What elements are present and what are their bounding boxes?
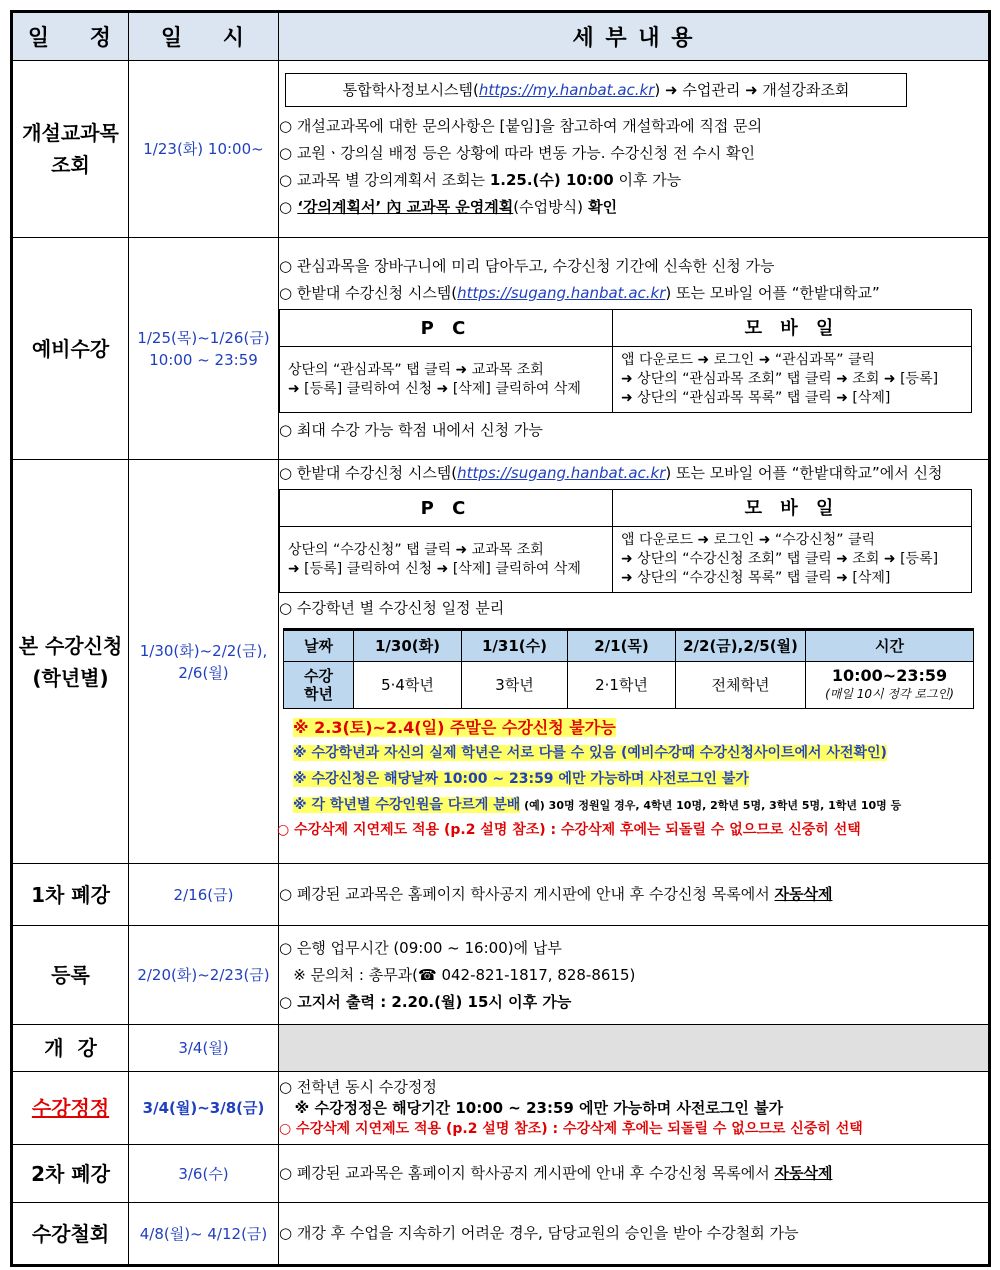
detail-line: ○ 최대 수강 가능 학점 내에서 신청 가능 bbox=[279, 421, 543, 439]
row-details bbox=[279, 1072, 990, 1145]
row-label: 개 강 bbox=[12, 1025, 129, 1072]
header-details: 세 부 내 용 bbox=[279, 12, 990, 61]
pc-header: P C bbox=[280, 490, 613, 527]
path-text: 통합학사정보시스템( bbox=[342, 81, 479, 99]
note-line bbox=[293, 766, 988, 792]
time-value: 10:00~23:59 bbox=[831, 666, 948, 685]
grade-row-label: 수강 학년 bbox=[284, 662, 354, 709]
text: ○ 한밭대 수강신청 시스템( bbox=[279, 284, 458, 302]
pc-mobile-table bbox=[279, 489, 972, 593]
pc-steps bbox=[280, 527, 613, 593]
text: ※ 2.3(토)~2.4(일) 주말은 수강신청 불가능 bbox=[293, 718, 616, 737]
text: ) 또는 모바일 어플 “한밭대학교”에서 신청 bbox=[665, 464, 943, 482]
step-line: 상단의 “관심과목” 탭 클릭 ➜ 교과목 조회 bbox=[288, 361, 544, 378]
detail-line: ○ 고지서 출력 : 2.20.(월) 15시 이후 가능 bbox=[279, 992, 572, 1011]
step-line: ➜ 상단의 “관심과목 조회” 탭 클릭 ➜ 조회 ➜ [등록] bbox=[621, 371, 939, 387]
text: ※ 각 학년별 수강인원을 다르게 분배 bbox=[293, 797, 521, 813]
notes bbox=[279, 715, 988, 818]
row-details bbox=[279, 1145, 990, 1203]
mobile-steps bbox=[613, 527, 972, 593]
grade-col-header: 1/31(수) bbox=[462, 630, 568, 662]
row-details-empty bbox=[279, 1025, 990, 1072]
grade-col-header: 날짜 bbox=[284, 630, 354, 662]
row-details bbox=[279, 864, 990, 926]
note-line bbox=[293, 740, 988, 766]
text: 자동삭제 bbox=[774, 885, 833, 903]
header-row bbox=[12, 12, 990, 61]
detail-line bbox=[279, 167, 988, 194]
detail-line: ○ 수강학년 별 수강신청 일정 분리 bbox=[279, 599, 505, 617]
row-details bbox=[279, 238, 990, 460]
text: 1.25.(수) 10:00 bbox=[489, 171, 614, 189]
grade-cell: 2·1학년 bbox=[568, 662, 676, 709]
mobile-header: 모 바 일 bbox=[613, 490, 972, 527]
label-line: 조회 bbox=[51, 153, 90, 177]
grade-col-header: 2/2(금),2/5(월) bbox=[676, 630, 806, 662]
row-date: 3/6(수) bbox=[129, 1145, 279, 1203]
grade-cell: 3학년 bbox=[462, 662, 568, 709]
label-line: (학년별) bbox=[32, 665, 109, 690]
time-cell bbox=[806, 662, 974, 709]
detail-line: ○ 전학년 동시 수강정정 bbox=[279, 1077, 437, 1096]
mobile-header: 모 바 일 bbox=[613, 310, 972, 347]
step-line: ➜ [등록] 클릭하여 신청 ➜ [삭제] 클릭하여 삭제 bbox=[288, 380, 581, 397]
grade-col-header: 2/1(목) bbox=[568, 630, 676, 662]
step-line: ➜ 상단의 “관심과목 목록” 탭 클릭 ➜ [삭제] bbox=[621, 390, 891, 406]
detail-line: ○ 개설교과목에 대한 문의사항은 [붙임]을 참고하여 개설학과에 직접 문의 bbox=[279, 117, 763, 135]
sugang-link[interactable]: https://sugang.hanbat.ac.kr bbox=[457, 284, 666, 302]
detail-line bbox=[279, 280, 988, 307]
text: 자동삭제 bbox=[774, 1164, 833, 1182]
row-date: 3/4(월) bbox=[129, 1025, 279, 1072]
sugang-link[interactable]: https://sugang.hanbat.ac.kr bbox=[457, 464, 666, 482]
row-details bbox=[279, 460, 990, 864]
step-line: 앱 다운로드 ➜ 로그인 ➜ “수강신청” 클릭 bbox=[621, 532, 876, 548]
note-line bbox=[293, 715, 988, 740]
row-semester-start bbox=[12, 1025, 990, 1072]
detail-line: ※ 수강정정은 해당기간 10:00 ~ 23:59 에만 가능하며 사전로그인 불가 bbox=[279, 1098, 784, 1117]
schedule-table bbox=[10, 10, 991, 1267]
row-label: 예비수강 bbox=[12, 238, 129, 460]
row-label: 2차 폐강 bbox=[12, 1145, 129, 1203]
label-line: 개설교과목 bbox=[22, 121, 119, 145]
pc-mobile-table bbox=[279, 309, 972, 413]
detail-line bbox=[279, 460, 988, 487]
grade-col-header: 시간 bbox=[806, 630, 974, 662]
row-details bbox=[279, 1203, 990, 1266]
date-line: 1/25(목)~1/26(금) bbox=[137, 328, 270, 347]
text: (수업방식) bbox=[513, 198, 583, 216]
text: ‘강의계획서’ 內 교과목 운영계획 bbox=[297, 198, 514, 216]
detail-line bbox=[279, 1160, 988, 1187]
detail-line bbox=[279, 194, 988, 221]
row-date: 3/4(월)~3/8(금) bbox=[129, 1072, 279, 1145]
header-datetime: 일 시 bbox=[129, 12, 279, 61]
step-line: ➜ [등록] 클릭하여 신청 ➜ [삭제] 클릭하여 삭제 bbox=[288, 560, 581, 577]
row-label: 1차 폐강 bbox=[12, 864, 129, 926]
row-date: 1/23(화) 10:00~ bbox=[129, 61, 279, 238]
detail-line bbox=[279, 881, 988, 908]
step-line: 상단의 “수강신청” 탭 클릭 ➜ 교과목 조회 bbox=[288, 541, 544, 558]
text: 확인 bbox=[582, 198, 618, 216]
date-line: 2/6(월) bbox=[178, 663, 229, 682]
text: ○ 폐강된 교과목은 홈페이지 학사공지 게시판에 안내 후 수강신청 목록에서 bbox=[279, 885, 775, 903]
detail-line: ○ 교원ㆍ강의실 배정 등은 상황에 따라 변동 가능. 수강신청 전 수시 확인 bbox=[279, 144, 756, 162]
step-line: ➜ 상단의 “수강신청 목록” 탭 클릭 ➜ [삭제] bbox=[621, 570, 891, 586]
row-date bbox=[129, 238, 279, 460]
text: ※ 수강신청은 해당날짜 10:00 ~ 23:59 에만 가능하며 사전로그인 불가 bbox=[293, 771, 749, 787]
mobile-steps bbox=[613, 347, 972, 413]
pc-steps bbox=[280, 347, 613, 413]
date-line: 10:00 ~ 23:59 bbox=[149, 350, 258, 369]
grade-schedule-table bbox=[283, 628, 974, 709]
date-line: 1/30(화)~2/2(금), bbox=[139, 641, 268, 660]
text: ) 또는 모바일 어플 “한밭대학교” bbox=[665, 284, 880, 302]
row-date: 2/16(금) bbox=[129, 864, 279, 926]
row-course-lookup bbox=[12, 61, 990, 238]
row-label: 수강철회 bbox=[12, 1203, 129, 1266]
text: ○ 교과목 별 강의계획서 조회는 bbox=[279, 171, 490, 189]
detail-line: ○ 개강 후 수업을 지속하기 어려운 경우, 담당교원의 승인을 받아 수강철회 가능 bbox=[279, 1224, 799, 1242]
detail-line: ○ 관심과목을 장바구니에 미리 담아두고, 수강신청 기간에 신속한 신청 가능 bbox=[279, 257, 775, 275]
text: (예) 30명 정원일 경우, 4학년 10명, 2학년 5명, 3학년 5명, 1학년 10명 등 bbox=[520, 799, 902, 812]
row-withdrawal bbox=[12, 1203, 990, 1266]
row-main-registration bbox=[12, 460, 990, 864]
row-second-cancellation bbox=[12, 1145, 990, 1203]
text: ○ 폐강된 교과목은 홈페이지 학사공지 게시판에 안내 후 수강신청 목록에서 bbox=[279, 1164, 775, 1182]
grade-col-header: 1/30(화) bbox=[354, 630, 462, 662]
label-line: 본 수강신청 bbox=[18, 633, 123, 658]
header-schedule: 일 정 bbox=[12, 12, 129, 61]
step-line: 앱 다운로드 ➜ 로그인 ➜ “관심과목” 클릭 bbox=[621, 352, 876, 368]
pc-header: P C bbox=[280, 310, 613, 347]
row-label bbox=[12, 460, 129, 864]
text: ○ 한밭대 수강신청 시스템( bbox=[279, 464, 458, 482]
time-note: (매일 10시 정각 로그인) bbox=[825, 687, 954, 701]
path-box bbox=[285, 73, 907, 107]
row-date: 2/20(화)~2/23(금) bbox=[129, 926, 279, 1025]
row-details bbox=[279, 61, 990, 238]
text: ※ 수강학년과 자신의 실제 학년은 서로 다를 수 있음 (예비수강때 수강신청사이트에서 사전확인) bbox=[293, 745, 887, 761]
path-text: ) ➜ 수업관리 ➜ 개설강좌조회 bbox=[654, 81, 850, 99]
text: ○ bbox=[279, 198, 298, 216]
row-payment bbox=[12, 926, 990, 1025]
row-label bbox=[12, 61, 129, 238]
note-line: ○ 수강삭제 지연제도 적용 (p.2 설명 참조) : 수강삭제 후에는 되돌릴 수 없으므로 신중히 선택 bbox=[277, 822, 861, 838]
detail-line: ○ 수강삭제 지연제도 적용 (p.2 설명 참조) : 수강삭제 후에는 되돌릴 수 없으므로 신중히 선택 bbox=[279, 1120, 863, 1137]
detail-line: ○ 은행 업무시간 (09:00 ~ 16:00)에 납부 bbox=[279, 938, 562, 957]
text: 이후 가능 bbox=[613, 171, 682, 189]
note-line bbox=[293, 792, 988, 818]
row-label: 수강정정 bbox=[12, 1072, 129, 1145]
row-date: 4/8(월)~ 4/12(금) bbox=[129, 1203, 279, 1266]
portal-link[interactable]: https://my.hanbat.ac.kr bbox=[478, 81, 655, 99]
row-pre-registration bbox=[12, 238, 990, 460]
row-label: 등록 bbox=[12, 926, 129, 1025]
row-details bbox=[279, 926, 990, 1025]
grade-cell: 전체학년 bbox=[676, 662, 806, 709]
row-first-cancellation bbox=[12, 864, 990, 926]
grade-cell: 5·4학년 bbox=[354, 662, 462, 709]
step-line: ➜ 상단의 “수강신청 조회” 탭 클릭 ➜ 조회 ➜ [등록] bbox=[621, 551, 939, 567]
detail-line: ※ 문의처 : 총무과(☎ 042-821-1817, 828-8615) bbox=[279, 965, 636, 984]
row-date bbox=[129, 460, 279, 864]
row-course-change bbox=[12, 1072, 990, 1145]
